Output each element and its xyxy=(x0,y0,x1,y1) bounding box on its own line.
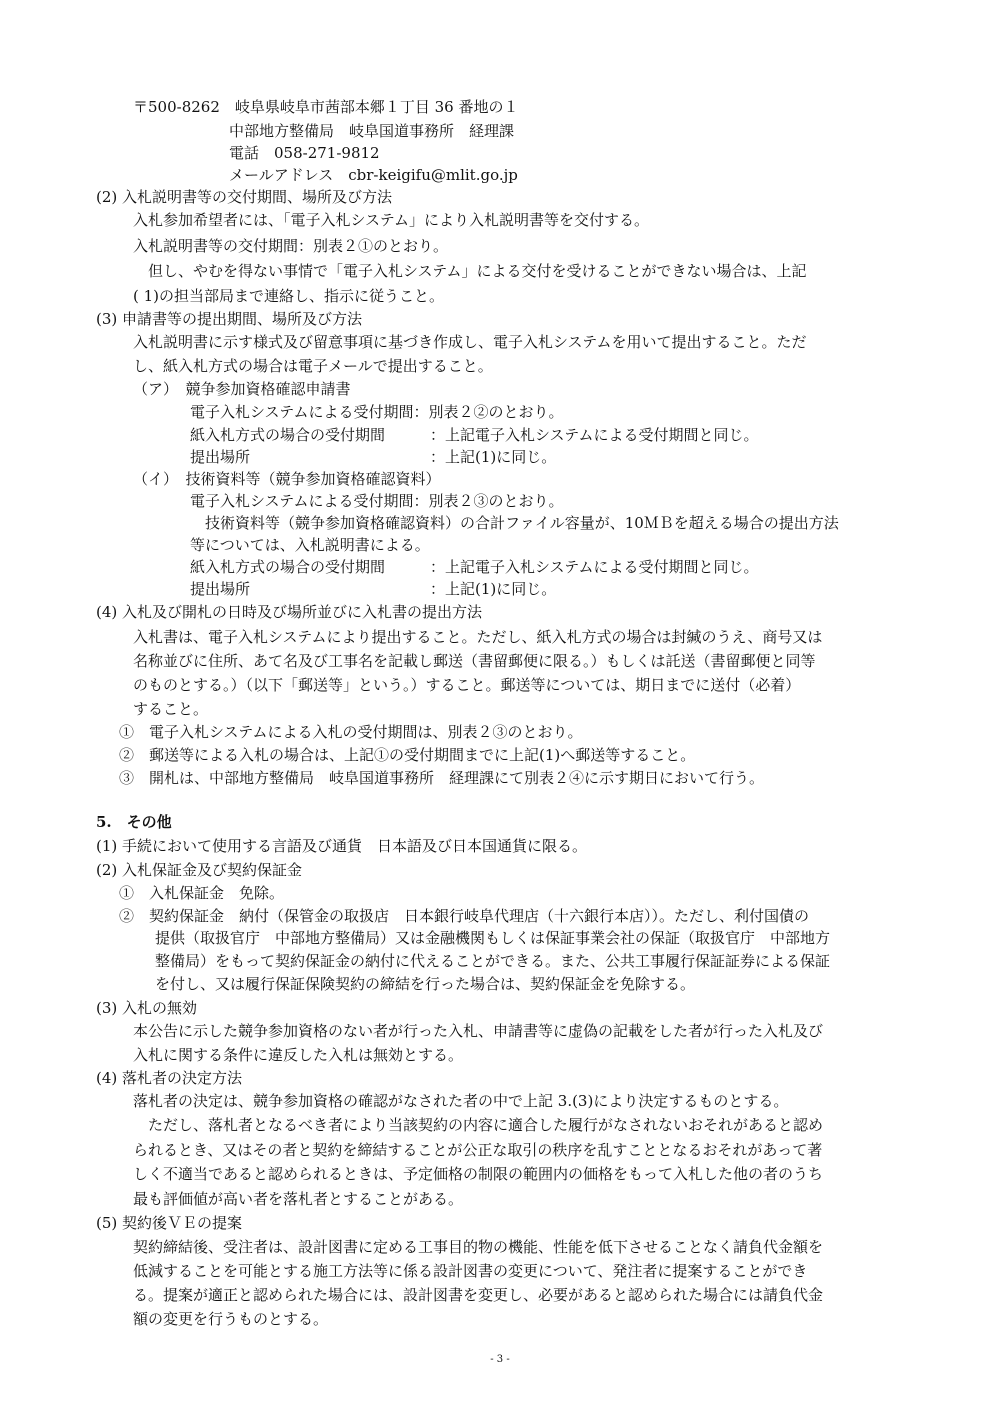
paragraph: しく不適当であると認められるときは、予定価格の制限の範囲内の価格をもって入札した他の者のうち xyxy=(133,1165,824,1183)
list-item: ① 入札保証金 免除。 xyxy=(119,884,285,902)
list-item: 等については、入札説明書による。 xyxy=(190,536,430,554)
list-item: 電子入札システムによる受付期間：別表２②のとおり。 xyxy=(190,403,564,421)
paragraph: ( 1)の担当部局まで連絡し、指示に従うこと。 xyxy=(133,287,445,305)
paragraph: のものとする。）（以下「郵送等」という。）すること。郵送等については、期日までに送付（必着） xyxy=(133,676,801,694)
list-item: 紙入札方式の場合の受付期間 ：上記電子入札システムによる受付期間と同じ。 xyxy=(190,558,759,576)
subsection-heading: (5) 契約後ＶＥの提案 xyxy=(96,1214,243,1232)
list-item: 整備局）をもって契約保証金の納付に代えることができる。また、公共工事履行保証証券による保証 xyxy=(155,952,831,970)
paragraph: ただし、落札者となるべき者により当該契約の内容に適合した履行がなされないおそれがあると認め xyxy=(148,1116,824,1134)
paragraph: 入札説明書に示す様式及び留意事項に基づき作成し、電子入札システムを用いて提出すること。ただ xyxy=(133,333,807,351)
paragraph: 入札に関する条件に違反した入札は無効とする。 xyxy=(133,1046,464,1064)
email-address: メールアドレス cbr-keigifu@mlit.go.jp xyxy=(229,166,518,184)
paragraph: 落札者の決定は、競争参加資格の確認がなされた者の中で上記 3.(3)により決定するものとする。 xyxy=(133,1092,789,1110)
subsection-heading: (2) 入札保証金及び契約保証金 xyxy=(96,861,303,879)
list-item: ① 電子入札システムによる入札の受付期間は、別表２③のとおり。 xyxy=(119,723,583,741)
subsection-heading: (3) 入札の無効 xyxy=(96,999,198,1017)
paragraph: 低減することを可能とする施工方法等に係る設計図書の変更について、発注者に提案することができ xyxy=(133,1262,808,1280)
list-item: 技術資料等（競争参加資格確認資料）の合計ファイル容量が、10ＭＢを超える場合の提出方法 xyxy=(205,514,839,532)
list-item: 提出場所 ：上記(1)に同じ。 xyxy=(190,580,557,598)
section-5-heading: 5. その他 xyxy=(96,813,172,831)
section-2-heading: (2) 入札説明書等の交付期間、場所及び方法 xyxy=(96,188,393,206)
subsection-i-heading: （イ） 技術資料等（競争参加資格確認資料） xyxy=(133,470,441,488)
section-4-heading: (4) 入札及び開札の日時及び場所並びに入札書の提出方法 xyxy=(96,603,483,621)
list-item: ② 郵送等による入札の場合は、上記①の受付期間までに上記(1)へ郵送等すること。 xyxy=(119,746,696,764)
list-item: 提出場所 ：上記(1)に同じ。 xyxy=(190,448,557,466)
paragraph: 額の変更を行うものとする。 xyxy=(133,1310,329,1328)
subsection-a-heading: （ア） 競争参加資格確認申請書 xyxy=(133,380,351,398)
paragraph: られるとき、又はその者と契約を締結することが公正な取引の秩序を乱すこととなるおそれがあって著 xyxy=(133,1141,823,1159)
paragraph: 入札参加希望者には、「電子入札システム」により入札説明書等を交付する。 xyxy=(133,211,650,229)
list-item: ③ 開札は、中部地方整備局 岐阜国道事務所 経理課にて別表２④に示す期日において行う。 xyxy=(119,769,765,787)
paragraph: 但し、やむを得ない事情で「電子入札システム」による交付を受けることができない場合は、上記 xyxy=(148,262,807,280)
office-name: 中部地方整備局 岐阜国道事務所 経理課 xyxy=(229,122,515,140)
paragraph: る。提案が適正と認められた場合には、設計図書を変更し、必要があると認められた場合には請負代金 xyxy=(133,1286,824,1304)
paragraph: 最も評価値が高い者を落札者とすることがある。 xyxy=(133,1190,464,1208)
list-item: 提供（取扱官庁 中部地方整備局）又は金融機関もしくは保証事業会社の保証（取扱官庁 中部地方 xyxy=(155,929,831,947)
paragraph: し、紙入札方式の場合は電子メールで提出すること。 xyxy=(133,357,493,375)
list-item: を付し、又は履行保証保険契約の締結を行った場合は、契約保証金を免除する。 xyxy=(155,975,696,993)
section-3-heading: (3) 申請書等の提出期間、場所及び方法 xyxy=(96,310,363,328)
paragraph: すること。 xyxy=(133,700,209,718)
paragraph: 本公告に示した競争参加資格のない者が行った入札、申請書等に虚偽の記載をした者が行った入札及び xyxy=(133,1022,824,1040)
phone-number: 電話 058-271-9812 xyxy=(229,144,380,162)
paragraph: 名称並びに住所、あて名及び工事名を記載し郵送（書留郵便に限る。）もしくは託送（書留郵便と同等 xyxy=(133,652,816,670)
subsection-heading: (4) 落札者の決定方法 xyxy=(96,1069,243,1087)
paragraph: 入札説明書等の交付期間：別表２①のとおり。 xyxy=(133,237,449,255)
list-item: 紙入札方式の場合の受付期間 ：上記電子入札システムによる受付期間と同じ。 xyxy=(190,426,759,444)
list-item: 電子入札システムによる受付期間：別表２③のとおり。 xyxy=(190,492,564,510)
postal-address: 〒500-8262 岐阜県岐阜市茜部本郷１丁目 36 番地の１ xyxy=(133,98,519,116)
paragraph: 入札書は、電子入札システムにより提出すること。ただし、紙入札方式の場合は封緘のうえ、商号又は xyxy=(133,628,823,646)
subsection-heading: (1) 手続において使用する言語及び通貨 日本語及び日本国通貨に限る。 xyxy=(96,837,588,855)
page-number: - 3 - xyxy=(490,1354,510,1365)
list-item: ② 契約保証金 納付（保管金の取扱店 日本銀行岐阜代理店（十六銀行本店））。ただし、利付国債の xyxy=(119,907,810,925)
paragraph: 契約締結後、受注者は、設計図書に定める工事目的物の機能、性能を低下させることなく請負代金額を xyxy=(133,1238,824,1256)
